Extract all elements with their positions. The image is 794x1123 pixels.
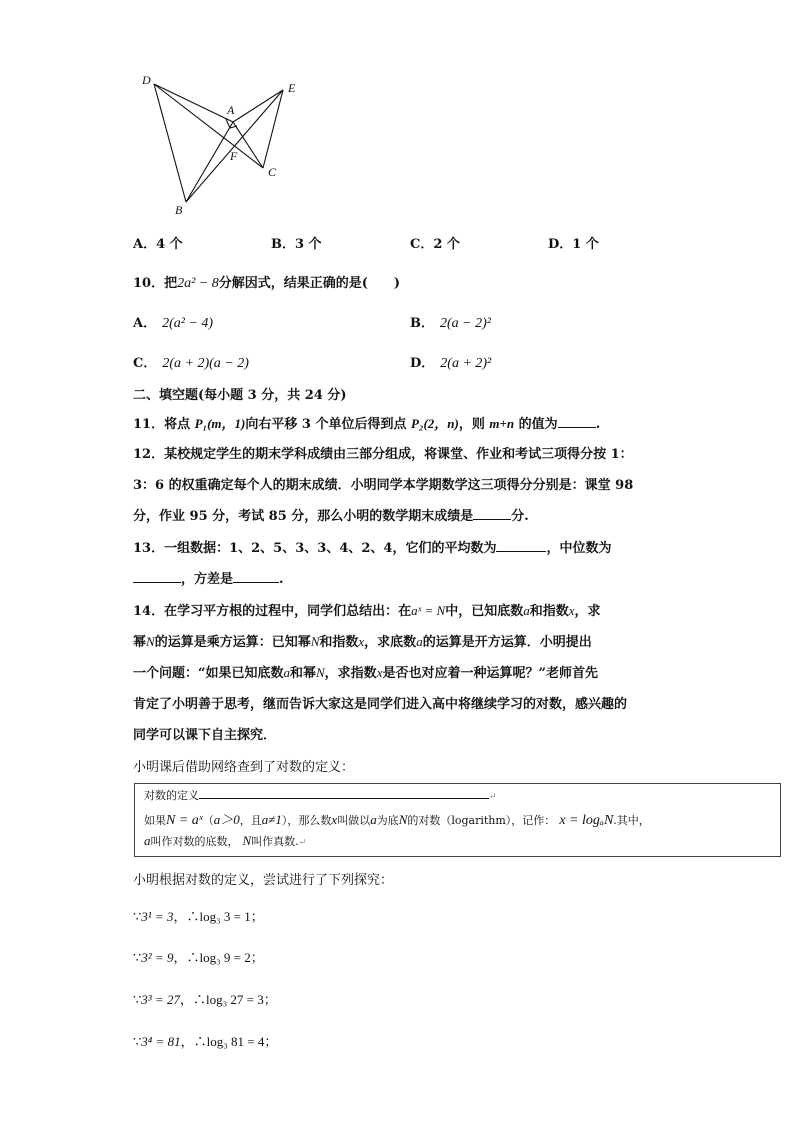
answer-blank[interactable] bbox=[558, 415, 596, 428]
label-f: F bbox=[230, 149, 238, 163]
q14-text: 幂 bbox=[133, 635, 147, 650]
power-expression: 3¹ = 3 bbox=[141, 909, 174, 924]
q12-text: 分，作业 95 分，考试 85 分，那么小明的数学期末成绩是 bbox=[133, 509, 474, 524]
edge-ac bbox=[233, 122, 263, 168]
label-b: B bbox=[175, 203, 183, 217]
because-symbol: ∵ bbox=[133, 993, 142, 1008]
option-letter: D． bbox=[410, 356, 435, 371]
q10-option-a bbox=[133, 312, 213, 332]
q10-option-d bbox=[410, 352, 491, 372]
q13-text-mid: ，方差是 bbox=[181, 572, 234, 587]
def-text: ），那么数 bbox=[281, 814, 332, 827]
def-formula: N = aˣ bbox=[166, 813, 203, 828]
definition-line-3 bbox=[144, 833, 306, 849]
var-n: N bbox=[398, 812, 408, 827]
def-text: 为底 bbox=[376, 814, 399, 827]
row-end: ； bbox=[263, 993, 277, 1008]
option-letter: C． bbox=[133, 356, 157, 371]
q14-line-5: 同学可以课下自主探究． bbox=[133, 728, 277, 743]
q11-point-p2: P₂(2，n) bbox=[411, 416, 459, 431]
log-expression: log₃ 27 = 3 bbox=[205, 992, 264, 1007]
row-end: ； bbox=[264, 1035, 278, 1050]
definition-line-2 bbox=[144, 809, 650, 829]
q14-text: ，求底数 bbox=[364, 635, 417, 650]
q12-end: 分. bbox=[511, 509, 529, 524]
q14-text: 的运算是开方运算．小明提出 bbox=[422, 635, 592, 650]
q14-text: 和指数 bbox=[319, 635, 359, 650]
answer-blank[interactable] bbox=[496, 539, 546, 552]
q10-stem-pre: 10．把 bbox=[133, 276, 178, 291]
var-x: x bbox=[568, 603, 575, 618]
power-expression: 3² = 9 bbox=[141, 950, 174, 965]
def-text: 如果 bbox=[144, 814, 166, 827]
definition-title: 对数的定义 bbox=[144, 789, 199, 802]
var-x: x bbox=[376, 665, 383, 680]
log-expression: log₃ 81 = 4 bbox=[206, 1034, 265, 1049]
var-n: N bbox=[310, 634, 320, 649]
q11-mn: m+n bbox=[489, 416, 515, 431]
q10-stem-post: 分解因式，结果正确的是( ) bbox=[218, 276, 401, 291]
label-e: E bbox=[288, 81, 296, 95]
explore-intro: 小明根据对数的定义，尝试进行了下列探究： bbox=[133, 873, 394, 888]
q14-text: ，求指数 bbox=[324, 666, 377, 681]
therefore-symbol: ，∴ bbox=[180, 1035, 207, 1050]
q9-option-d: D．1 个 bbox=[548, 237, 599, 252]
power-expression: 3³ = 27 bbox=[141, 992, 180, 1007]
paragraph-mark: ↵ bbox=[489, 792, 497, 802]
q14-text: 和指数 bbox=[529, 604, 569, 619]
label-a: A bbox=[227, 103, 235, 117]
explore-row-2 bbox=[133, 947, 264, 966]
power-expression: 3⁴ = 81 bbox=[141, 1034, 181, 1049]
q14-text: 14．在学习平方根的过程中，同学们总结出：在 bbox=[133, 604, 412, 619]
def-text: 叫作对数的底数， bbox=[150, 835, 239, 848]
edge-da bbox=[154, 84, 233, 122]
q11-text-pre: 11．将点 bbox=[133, 417, 195, 432]
var-a: a bbox=[370, 812, 377, 827]
q13-line-1 bbox=[133, 537, 611, 556]
because-symbol: ∵ bbox=[133, 1035, 142, 1050]
net-intro: 小明课后借助网络查到了对数的定义： bbox=[133, 760, 355, 775]
q14-text: 是否也对应着一种运算呢？”老师首先 bbox=[382, 666, 598, 681]
answer-blank[interactable] bbox=[133, 570, 181, 583]
row-end: ； bbox=[250, 910, 264, 925]
option-letter: A． bbox=[133, 316, 157, 331]
q11-text-post2: 的值为 bbox=[514, 417, 558, 432]
var-x: x bbox=[358, 634, 365, 649]
var-x: x bbox=[331, 812, 338, 827]
q11-text-post: ，则 bbox=[458, 417, 490, 432]
paragraph-mark: ↵ bbox=[298, 838, 307, 848]
def-text: ，且 bbox=[239, 814, 262, 827]
var-a: a bbox=[283, 665, 290, 680]
q14-text: 的运算是乘方运算：已知幂 bbox=[154, 635, 311, 650]
var-a: a bbox=[523, 603, 530, 618]
def-condition: a≠1 bbox=[261, 812, 282, 827]
definition-title-row bbox=[144, 787, 497, 803]
q14-line-1 bbox=[133, 600, 601, 619]
q12-line-1: 12．某校规定学生的期末学科成绩由三部分组成，将课堂、作业和考试三项得分按 1： bbox=[133, 447, 633, 462]
explore-row-1 bbox=[133, 906, 264, 925]
def-text: （ bbox=[202, 814, 214, 827]
therefore-symbol: ，∴ bbox=[179, 993, 206, 1008]
q14-line-3 bbox=[133, 662, 598, 681]
def-log-formula: x = logₐN bbox=[559, 813, 614, 828]
option-expression: 2(a² − 4) bbox=[162, 316, 214, 331]
option-expression: 2(a + 2)(a − 2) bbox=[162, 356, 249, 371]
explore-row-4 bbox=[133, 1031, 277, 1050]
geometry-figure bbox=[138, 70, 308, 220]
q14-text: 中，已知底数 bbox=[445, 604, 524, 619]
q11 bbox=[133, 413, 600, 432]
q12-line-2: 3：6 的权重确定每个人的期末成绩．小明同学本学期数学这三项得分分别是：课堂 98 bbox=[133, 478, 634, 493]
because-symbol: ∵ bbox=[133, 910, 142, 925]
edge-dc bbox=[154, 84, 263, 168]
q14-line-4: 肯定了小明善于思考，继而告诉大家这是同学们进入高中将继续学习的对数，感兴趣的 bbox=[133, 697, 628, 712]
option-letter: B． bbox=[410, 316, 434, 331]
title-underline bbox=[199, 788, 489, 799]
q11-point-p1: P₁(m，1) bbox=[194, 416, 246, 431]
q14-formula: aˣ = N bbox=[411, 603, 446, 618]
explore-row-3 bbox=[133, 989, 277, 1008]
def-text: 的对数（logarithm），记作： bbox=[407, 814, 556, 827]
var-n: N bbox=[242, 833, 252, 848]
edge-ab bbox=[186, 122, 233, 202]
therefore-symbol: ，∴ bbox=[173, 910, 200, 925]
def-text: .其中， bbox=[613, 814, 650, 827]
section-heading: 二、填空题(每小题 3 分，共 24 分) bbox=[133, 388, 347, 403]
q11-end: . bbox=[595, 417, 601, 432]
def-condition: a＞0 bbox=[213, 812, 240, 827]
because-symbol: ∵ bbox=[133, 951, 142, 966]
var-a: a bbox=[416, 634, 423, 649]
q10-expression: 2a² − 8 bbox=[177, 276, 219, 291]
q13-text-post: ，中位数为 bbox=[546, 541, 612, 556]
var-n: N bbox=[316, 665, 325, 680]
label-c: C bbox=[268, 165, 277, 179]
answer-blank[interactable] bbox=[473, 507, 511, 520]
q10-option-b bbox=[410, 312, 491, 332]
q13-line-2 bbox=[133, 568, 284, 587]
q12-line-3 bbox=[133, 505, 529, 524]
edge-db bbox=[154, 84, 186, 202]
q13-text: 13．一组数据：1、2、5、3、3、4、2、4，它们的平均数为 bbox=[133, 541, 497, 556]
row-end: ； bbox=[250, 951, 264, 966]
q10-stem bbox=[133, 272, 400, 292]
def-text: 叫做以 bbox=[337, 814, 371, 827]
def-text: 叫作真数. bbox=[251, 835, 299, 848]
option-expression: 2(a + 2)² bbox=[440, 356, 492, 371]
therefore-symbol: ，∴ bbox=[173, 951, 200, 966]
q14-text: 一个问题：“如果已知底数 bbox=[133, 666, 284, 681]
q9-option-b: B．3 个 bbox=[271, 237, 322, 252]
q10-option-c bbox=[133, 352, 249, 372]
option-expression: 2(a − 2)² bbox=[440, 316, 491, 331]
answer-blank[interactable] bbox=[233, 570, 279, 583]
q14-text: ，求 bbox=[574, 604, 601, 619]
label-d: D bbox=[142, 73, 151, 87]
q14-text: 和幂 bbox=[289, 666, 316, 681]
log-expression: log₃ 9 = 2 bbox=[199, 950, 251, 965]
q9-option-a: A．4 个 bbox=[133, 237, 183, 252]
q11-text-mid: 向右平移 3 个单位后得到点 bbox=[245, 417, 411, 432]
q9-option-c: C．2 个 bbox=[410, 237, 460, 252]
q14-line-2 bbox=[133, 631, 592, 650]
log-expression: log₃ 3 = 1 bbox=[199, 909, 251, 924]
q13-end: . bbox=[279, 572, 284, 587]
var-n: N bbox=[146, 634, 155, 649]
var-a: a bbox=[144, 833, 151, 848]
